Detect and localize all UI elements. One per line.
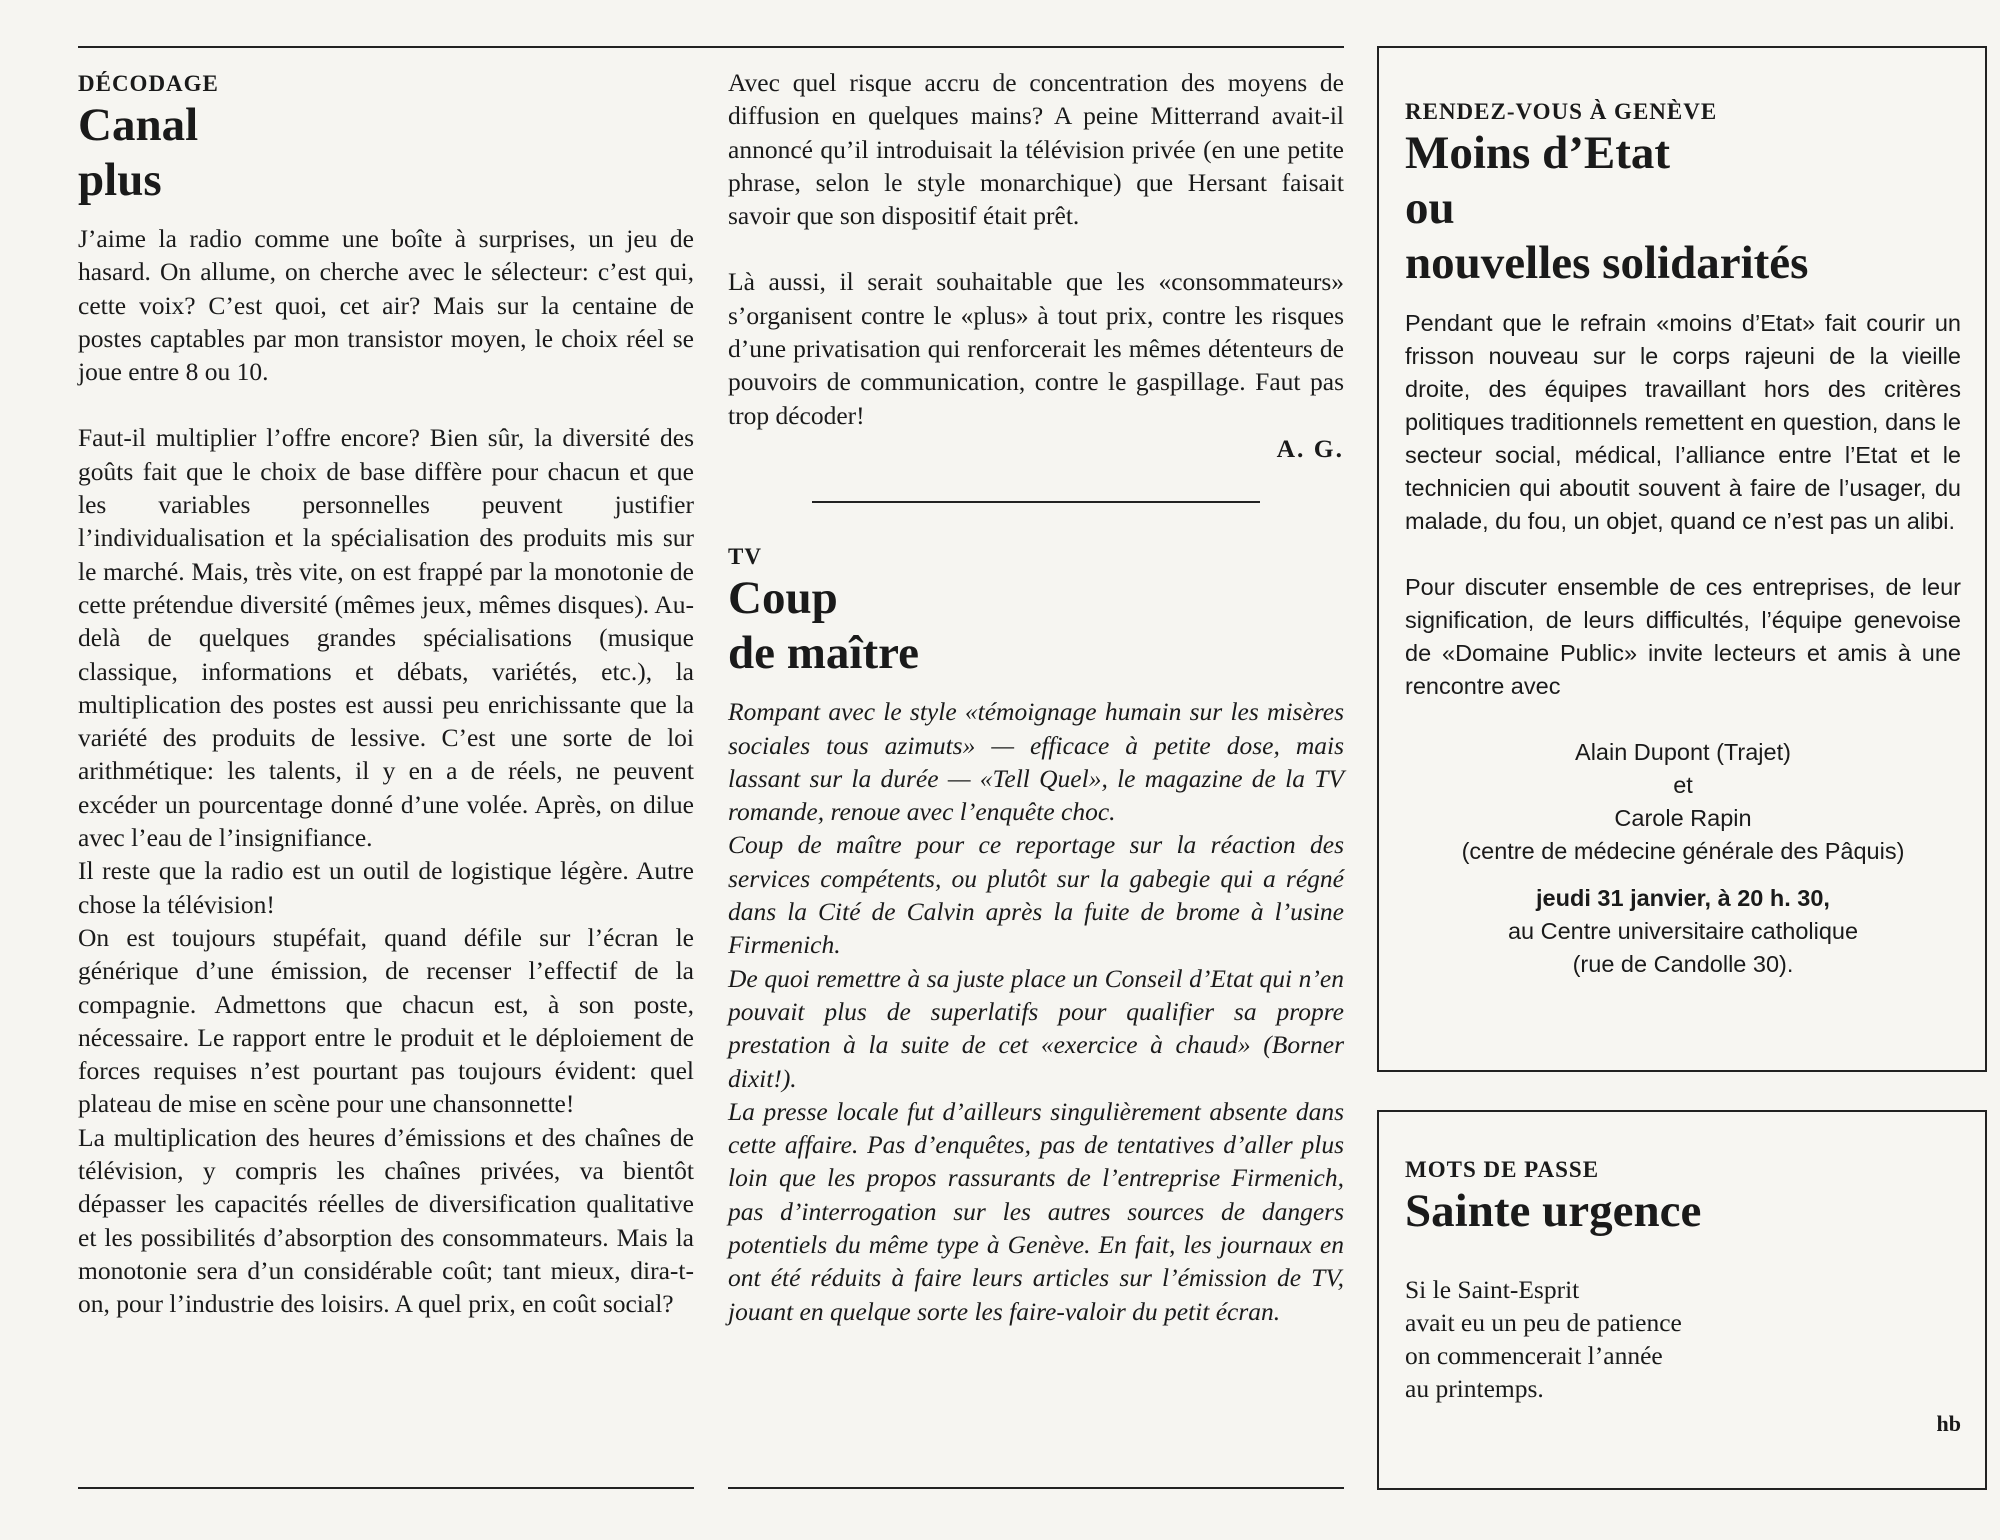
speaker-affiliation: (centre de médecine générale des Pâquis)	[1461, 838, 1905, 864]
article-canal-plus	[78, 66, 694, 1321]
column-two	[728, 66, 1344, 1328]
section-divider	[812, 501, 1260, 503]
article-body	[728, 695, 1344, 1328]
paragraph: De quoi remettre à sa juste place un Conseil d’Etat qui n’en pouvait plus de superlatifs pour qualifier sa propre prestation à la suite de cet «exercice à chaud» (Borner dixit!).	[728, 963, 1344, 1093]
article-coup-de-maitre	[728, 543, 1344, 1328]
verse-line: avait eu un peu de patience	[1405, 1308, 1682, 1337]
article-kicker: TV	[728, 544, 762, 570]
title-line: nouvelles solidarités	[1405, 237, 1809, 289]
article-title	[728, 571, 1344, 681]
title-line: Moins d’Etat	[1405, 127, 1671, 179]
title-line: de maître	[728, 627, 919, 680]
speaker-name: Alain Dupont (Trajet)	[1575, 739, 1791, 765]
speakers	[1405, 736, 1961, 868]
box-kicker: RENDEZ-VOUS À GENÈVE	[1405, 99, 1718, 124]
event-address: (rue de Candolle 30).	[1572, 951, 1794, 977]
paragraph: Pendant que le refrain «moins d’Etat» fait courir un frisson nouveau sur le corps rajeuni de la vieille droite, des équipes travaillant hors des critères politiques traditionnels remettent en question, dans le secteur social, médical, l’alliance entre l’Etat et le technicien qui aboutit souvent à faire de l’usager, du malade, du fou, un objet, quand ce n’est pas un alibi.	[1405, 310, 1961, 534]
article-continuation	[728, 66, 1344, 465]
verse-line: on commencerait l’année	[1405, 1341, 1663, 1370]
box-kicker: MOTS DE PASSE	[1405, 1157, 1600, 1182]
article-body	[78, 222, 694, 1321]
announcement-box	[1377, 46, 1987, 1072]
article-kicker: DÉCODAGE	[78, 71, 219, 96]
paragraph: Là aussi, il serait souhaitable que les «consommateurs» s’organisent contre le «plus» à tout prix, contre les risques d’une privatisation qui renforcerait les mêmes détenteurs de pouvoirs de communication, contre le gaspillage. Faut pas trop décoder!	[728, 267, 1344, 430]
box-body	[1405, 1273, 1961, 1405]
paragraph: Il reste que la radio est un outil de logistique légère. Autre chose la télévision!	[78, 856, 694, 919]
box-body	[1405, 307, 1961, 981]
author-signature: A. G.	[1276, 433, 1344, 463]
paragraph: La presse locale fut d’ailleurs singulièrement absente dans cette affaire. Pas d’enquêtes, pas de tentatives d’aller plus loin que les propos rassurants de l’entreprise Firmenich, pas d’interrogation sur les autres sources de dangers potentiels du même type à Genève. En fait, les journaux en ont été réduits à faire leurs articles sur l’émission de TV, jouant en quelque sorte les faire-valoir du petit écran.	[728, 1096, 1344, 1326]
mots-de-passe-box	[1377, 1110, 1987, 1490]
paragraph: La multiplication des heures d’émissions et des chaînes de télévision, y compris les chaînes privées, va bientôt dépasser les capacités réelles de diversification qualitative et les possibilités d’absorption des consommateurs. Mais la monotonie sera d’un considérable coût; tant mieux, dira-t-on, pour l’industrie des loisirs. A quel prix, en coût social?	[78, 1122, 694, 1319]
event-venue: au Centre universitaire catholique	[1507, 918, 1859, 944]
box-title	[1405, 126, 1961, 291]
conjunction: et	[1673, 772, 1693, 798]
title-line: Canal	[78, 99, 199, 151]
paragraph: Rompant avec le style «témoignage humain sur les misères sociales tous azimuts» — efficace à petite dose, mais lassant sur la durée — «Tell Quel», le magazine de la TV romande, renoue avec l’enquête choc.	[728, 697, 1344, 827]
verse-line: au printemps.	[1405, 1374, 1544, 1403]
paragraph: Coup de maître pour ce reportage sur la réaction des services compétents, ou plutôt sur la gabegie qui a régné dans la Cité de Calvin après la fuite de brome à l’usine Firmenich.	[728, 830, 1344, 960]
paragraph: Pour discuter ensemble de ces entreprises, de leur signification, de leurs difficultés, l’équipe genevoise de «Domaine Public» invite lecteurs et amis à une rencontre avec	[1405, 574, 1961, 699]
title-line: Coup	[728, 572, 838, 625]
paragraph: Avec quel risque accru de concentration des moyens de diffusion en quelques mains? A peine Mitterrand avait-il annoncé qu’il introduisait la télévision privée (en une petite phrase, selon le style monarchique) que Hersant faisait savoir que son dispositif était prêt.	[728, 68, 1344, 231]
verse-line: Si le Saint-Esprit	[1405, 1275, 1580, 1304]
article-title	[78, 98, 694, 208]
event-details	[1405, 882, 1961, 981]
title-line: plus	[78, 154, 162, 206]
speaker-name: Carole Rapin	[1614, 805, 1752, 831]
bottom-rule	[728, 1487, 1344, 1489]
event-date: jeudi 31 janvier, à 20 h. 30,	[1536, 885, 1830, 911]
paragraph: Faut-il multiplier l’offre encore? Bien sûr, la diversité des goûts fait que le choix de base diffère pour chacun et que les variables personnelles peuvent justifier l’individualisation et la spécialisation des produits mis sur le marché. Mais, très vite, on est frappé par la monotonie de cette prétendue diversité (mêmes jeux, mêmes disques). Au-delà de quelques grandes spécialisations (musique classique, informations et débats, variétés, etc.), la multiplication des postes est aussi peu enrichissante que la variété des produits de lessive. C’est une sorte de loi arithmétique: les talents, il y en a de réels, ne peuvent excéder un pourcentage donné d’une volée. Après, on dilue avec l’eau de l’insignifiance.	[78, 423, 694, 853]
title-line: ou	[1405, 182, 1455, 234]
paragraph: On est toujours stupéfait, quand défile sur l’écran le générique d’une émission, de recenser l’effectif de la compagnie. Admettons que chacun est, à son poste, nécessaire. Le rapport entre le produit et le déploiement de forces requises n’est pourtant pas toujours évident: quel plateau de mise en scène pour une chansonnette!	[78, 922, 694, 1119]
bottom-rule	[78, 1487, 694, 1489]
author-initials: hb	[1936, 1411, 1961, 1436]
top-rule	[78, 46, 1344, 48]
box-title: Sainte urgence	[1405, 1185, 1702, 1237]
paragraph: J’aime la radio comme une boîte à surprises, un jeu de hasard. On allume, on cherche avec le sélecteur: c’est qui, cette voix? C’est quoi, cet air? Mais sur la centaine de postes captables par mon transistor moyen, le choix réel se joue entre 8 ou 10.	[78, 224, 694, 387]
